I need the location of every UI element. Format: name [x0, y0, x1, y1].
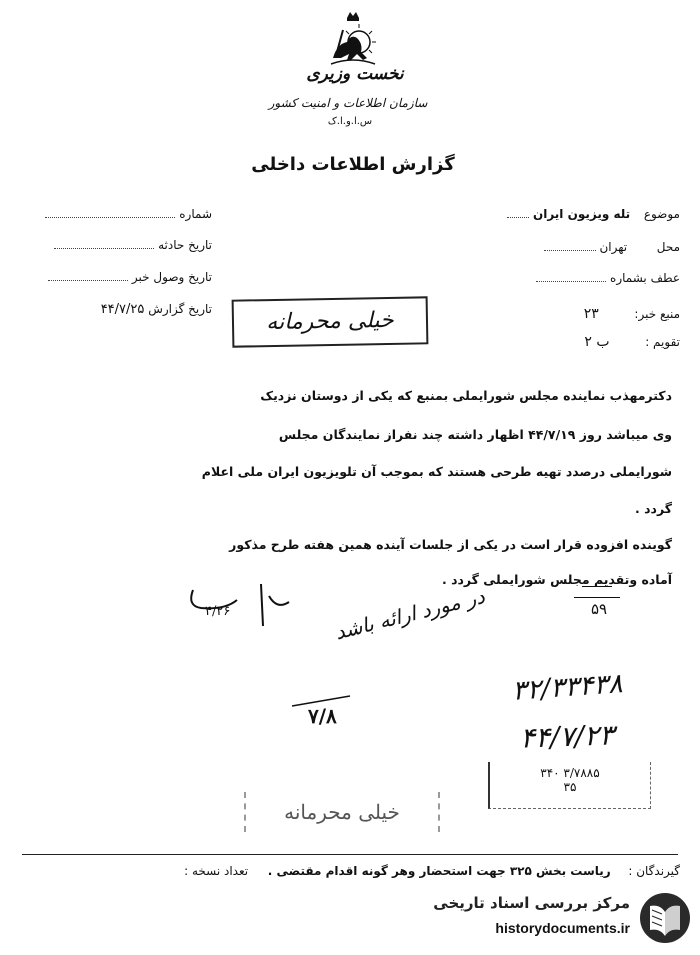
- subject-value: تله ویزیون ایران: [532, 207, 631, 221]
- sig2-text: ۷/۸: [308, 704, 337, 728]
- watermark-line-1: مرکز بررسی اسناد تاریخی: [433, 894, 630, 912]
- signature-1: [185, 580, 295, 630]
- sig-date: ۴/۲۶: [205, 604, 231, 619]
- handwritten-date: ۴۴/۷/۲۳: [519, 718, 615, 755]
- footer-rule: [22, 854, 678, 855]
- calendar-label: تقویم :: [645, 335, 680, 349]
- number-label: شماره: [179, 207, 212, 221]
- body-line-6: آماده وتقدیم مجلس شورایملی گردد .: [441, 572, 672, 587]
- body-line-2: وی میباشد روز ۴۴/۷/۱۹ اظهار داشته چند نفراز نمایندگان مجلس: [278, 427, 672, 442]
- body-line-1: دکترمهذب نماینده مجلس شورایملی بمنبع که یکی از دوستان نزدیک: [260, 388, 672, 403]
- book-logo-icon: [638, 890, 692, 946]
- watermark: [410, 888, 696, 950]
- watermark-line-2: historydocuments.ir: [495, 920, 630, 936]
- report-date-label: تاریخ گزارش: [148, 302, 212, 316]
- small-stamp: [488, 762, 651, 809]
- place-value: تهران: [599, 240, 628, 254]
- report-date-value: ۴۴/۷/۲۵: [100, 302, 145, 317]
- fraction-value: ۵۹: [590, 600, 608, 618]
- field-ref: [536, 271, 680, 285]
- place-label: محل: [656, 240, 680, 254]
- calendar-value: ب ۲: [584, 334, 610, 350]
- body-line-3: شورایملی درصدد تهیه طرحی هستند که بموجب آن تلویزیون ایران ملی اعلام: [201, 464, 672, 479]
- emblem-lion-sun: [323, 8, 383, 70]
- org-line-1: نخست وزیری: [306, 64, 404, 84]
- classification-stamp-top: خیلی محرمانه: [232, 296, 429, 347]
- report-title: گزارش اطلاعات داخلی: [251, 154, 455, 175]
- field-number: [40, 207, 212, 221]
- body-line-5: گوینده افزوده قرار است در یکی از جلسات آینده همین هفته طرح مذکور: [229, 537, 672, 552]
- field-place: [544, 240, 680, 254]
- copies-label: تعداد نسخه :: [184, 864, 249, 878]
- handwritten-note: در مورد ارائه باشد: [332, 583, 487, 645]
- footer-recipients: [184, 864, 680, 878]
- source-value: ۲۳: [583, 306, 599, 322]
- ref-code: س.ا.و.ا.ک: [327, 116, 373, 127]
- ref-label: عطف بشماره: [610, 271, 680, 285]
- org-line-2: سازمان اطلاعات و امنیت کشور: [268, 96, 428, 110]
- field-news-arrival: [40, 270, 212, 284]
- news-arrival-label: تاریخ وصول خبر: [131, 270, 212, 284]
- source-label: منبع خبر:: [634, 307, 680, 321]
- classification-stamp-bottom: خیلی محرمانه: [244, 792, 440, 832]
- small-stamp-line2: ۳۵: [563, 780, 577, 794]
- small-stamp-line1: ۳۴۰ ۳/۷۸۸۵: [540, 766, 600, 780]
- signature-2: [290, 692, 360, 736]
- field-subject: [507, 207, 680, 221]
- recipients-text: ریاست بخش ۳۲۵ جهت استحضار وهر گونه اقدام مقتضی .: [267, 864, 611, 878]
- field-calendar: [584, 334, 680, 350]
- subject-label: موضوع: [643, 207, 680, 221]
- field-source: [584, 306, 680, 322]
- incident-date-label: تاریخ حادثه: [158, 238, 212, 252]
- handwritten-number: ۳۲/۳۳۴۳۸: [511, 668, 624, 707]
- recipients-label: گیرندگان :: [628, 864, 680, 878]
- field-report-date: [40, 302, 212, 317]
- field-incident-date: [40, 238, 212, 252]
- body-line-4: گردد .: [635, 501, 672, 516]
- fraction-annotation: [574, 586, 624, 618]
